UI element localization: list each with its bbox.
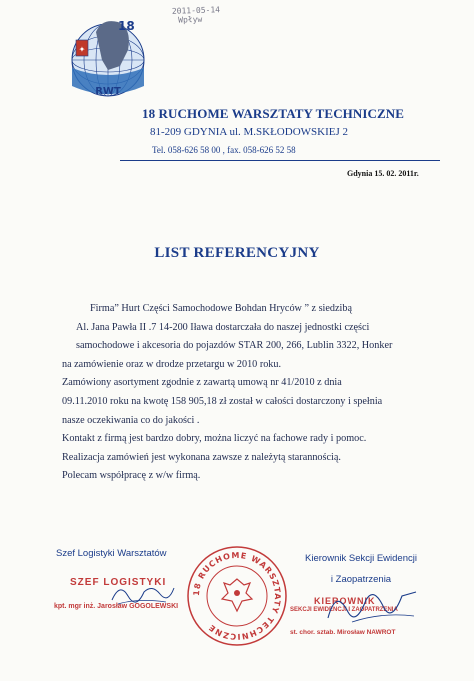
body-line: Al. Jana Pawła II .7 14-200 Iława dostarczała do naszej jednostki części <box>76 321 370 333</box>
body-line: Zamówiony asortyment zgodnie z zawartą umową nr 41/2010 z dnia <box>62 377 342 389</box>
body-line: 09.11.2010 roku na kwotę 158 905,18 zł został w całości dostarczony i spełnia <box>62 395 383 407</box>
body-line: na zamówienie oraz w drodze przetargu w 2010 roku. <box>62 358 282 370</box>
handnote-label: Wpływ <box>178 14 203 25</box>
official-round-seal <box>186 545 288 647</box>
company-phone: Tel. 058-626 58 00 , fax. 058-626 52 58 <box>152 145 296 155</box>
company-name: 18 RUCHOME WARSZTATY TECHNICZNE <box>142 106 405 121</box>
document-body <box>62 300 422 486</box>
left-stamp-title: SZEF LOGISTYKI <box>70 577 167 588</box>
handnote-date: 2011-05-14 <box>171 5 221 16</box>
rwt-logo <box>62 10 154 100</box>
right-handwritten-signature <box>322 582 422 630</box>
body-line: Realizacja zamówień jest wykonana zawsze z należytą starannością. <box>62 451 341 463</box>
body-line: samochodowe i akcesoria do pojazdów STAR 200, 266, Lublin 3322, Honker <box>76 340 393 352</box>
company-address: 81-209 GDYNIA ul. M.SKŁODOWSKIEJ 2 <box>150 126 348 138</box>
document-title: LIST REFERENCYJNY <box>154 245 320 261</box>
left-signatory-title: Szef Logistyki Warsztatów <box>56 548 167 559</box>
right-stamp-name: st. chor. sztab. Mirosław NAWROT <box>290 629 396 636</box>
body-line: Kontakt z firmą jest bardzo dobry, można liczyć na fachowe rady i pomoc. <box>62 433 367 445</box>
logo-number: 18 <box>118 19 135 33</box>
body-line: Firma” Hurt Części Samochodowe Bohdan Hryców ” z siedzibą <box>90 303 352 314</box>
right-title-line-2: i Zaopatrzenia <box>330 574 392 585</box>
body-line: nasze oczekiwania co do jakości . <box>62 414 200 426</box>
document-date: Gdynia 15. 02. 2011r. <box>347 169 419 178</box>
body-line: Polecam współpracę z w/w firmą. <box>62 470 201 482</box>
left-handwritten-signature <box>108 578 178 608</box>
right-title-line-1: Kierownik Sekcji Ewidencji <box>305 553 417 564</box>
handwritten-received-note <box>172 5 221 25</box>
right-stamp-title: KIEROWNIK <box>314 596 376 606</box>
svg-text:✦: ✦ <box>78 45 86 54</box>
right-stamp-department: SEKCJI EWIDENCJI I ZAOPATRZENIA <box>290 607 398 613</box>
left-stamp-name: kpt. mgr inż. Jarosław GOGOLEWSKI <box>54 603 179 610</box>
svg-text:18 RUCHOME WARSZTATY TECHNICZN: 18 RUCHOME WARSZTATY TECHNICZNE <box>191 550 283 642</box>
logo-letters: RWT <box>95 86 121 97</box>
header-divider <box>120 160 440 161</box>
